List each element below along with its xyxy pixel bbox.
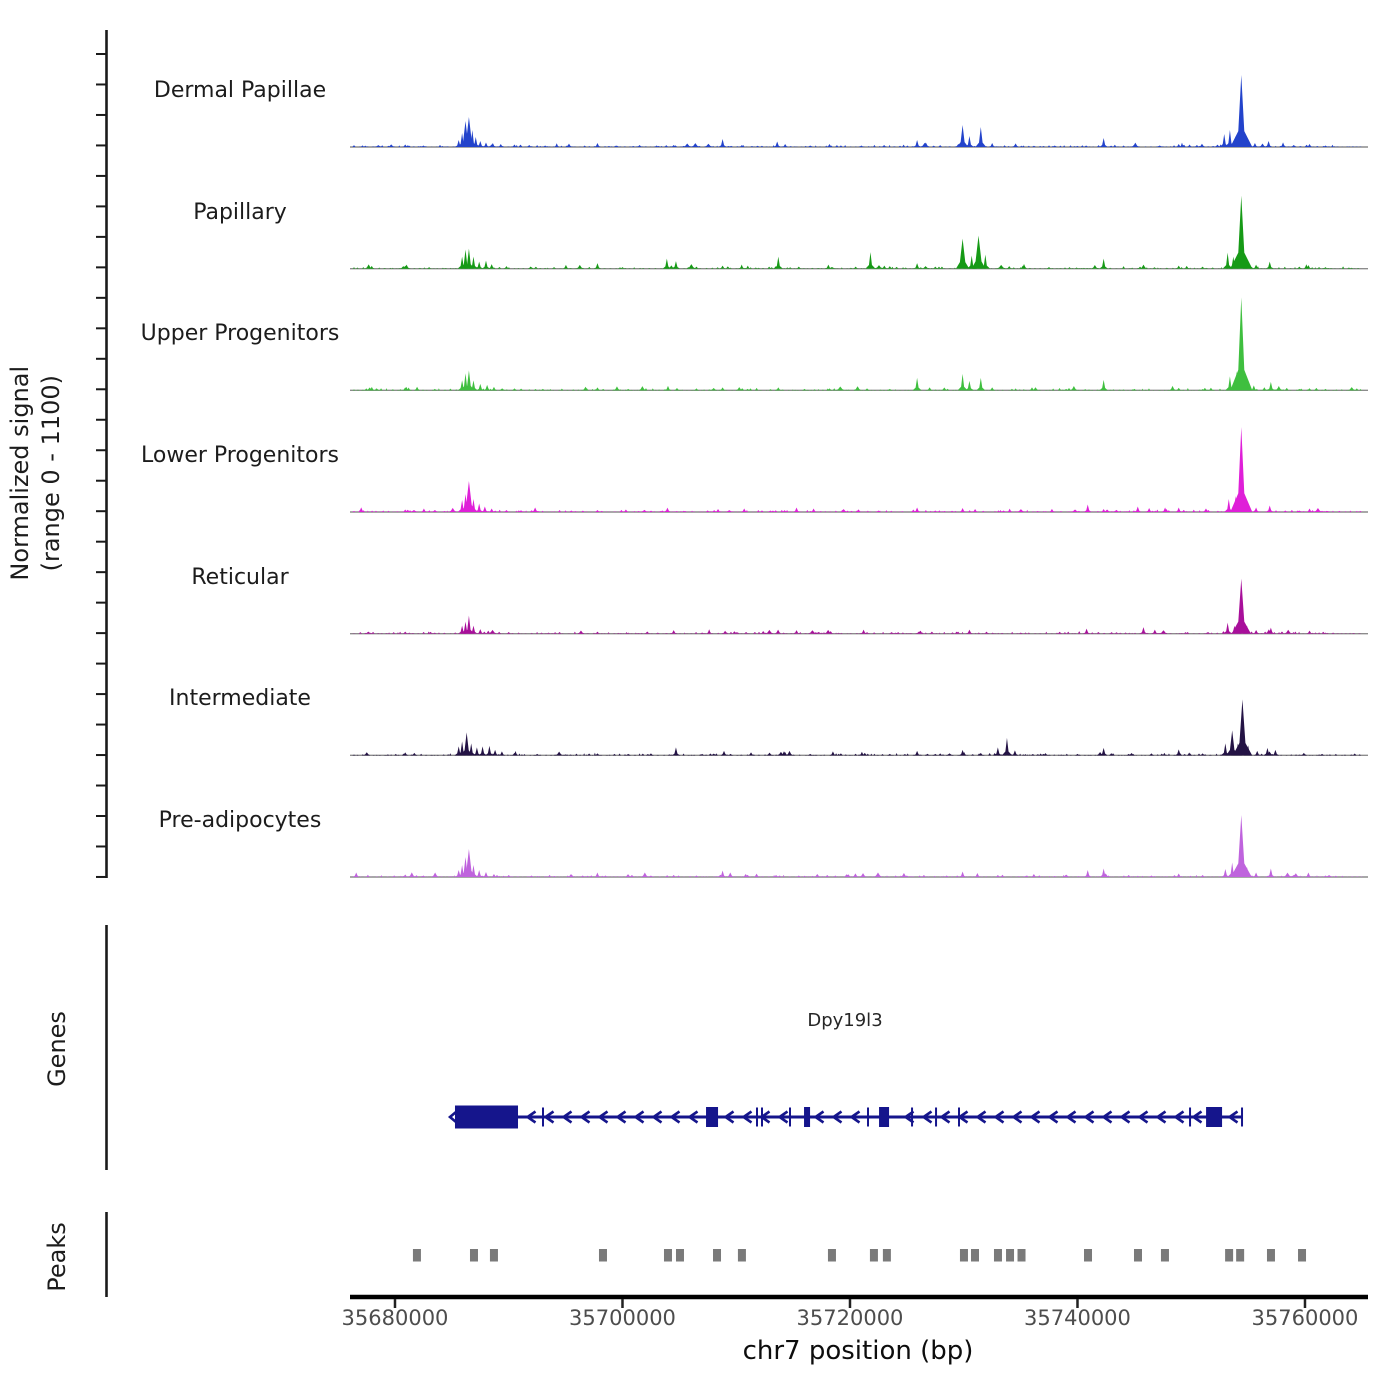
signal-track-2 (350, 297, 1368, 390)
peak-interval (1134, 1249, 1142, 1262)
peak-interval (490, 1249, 498, 1262)
track-label-reticular: Reticular (191, 564, 289, 590)
peak-interval (738, 1249, 746, 1262)
peak-interval (413, 1249, 421, 1262)
peak-interval (960, 1249, 968, 1262)
track-label-upper-progenitors: Upper Progenitors (140, 321, 340, 347)
gene-model-Dpy19l3 (450, 1106, 1242, 1129)
genes-section-label: Genes (43, 1011, 71, 1087)
signal-track-5 (350, 699, 1368, 755)
track-label-papillary: Papillary (193, 199, 287, 225)
peak-interval (994, 1249, 1002, 1262)
x-axis-title: chr7 position (bp) (742, 1336, 974, 1366)
peak-interval (1225, 1249, 1233, 1262)
peak-interval (1298, 1249, 1306, 1262)
signal-track-0 (350, 75, 1368, 147)
peak-interval (676, 1249, 684, 1262)
peaks-section-label: Peaks (43, 1222, 71, 1292)
x-tick-label-35740000: 35740000 (1024, 1306, 1131, 1330)
peak-interval (713, 1249, 721, 1262)
peak-interval (1161, 1249, 1169, 1262)
gene-name-label: Dpy19l3 (807, 1010, 883, 1031)
y-axis-label-line1: Normalized signal (5, 365, 34, 581)
y-axis-label-line2: (range 0 - 1100) (37, 374, 65, 572)
peak-interval (1084, 1249, 1092, 1262)
peak-interval (470, 1249, 478, 1262)
track-label-dermal-papillae: Dermal Papillae (153, 78, 327, 103)
track-label-pre-adipocytes: Pre-adipocytes (158, 808, 322, 833)
x-tick-label-35720000: 35720000 (796, 1306, 904, 1330)
track-label-lower-progenitors: Lower Progenitors (141, 443, 339, 468)
track-label-intermediate: Intermediate (169, 686, 311, 712)
peak-interval (1236, 1249, 1244, 1262)
x-tick-label-35700000: 35700000 (569, 1306, 676, 1330)
peak-interval (828, 1249, 836, 1262)
peak-interval (664, 1249, 672, 1262)
y-axis-label (5, 223, 67, 723)
peak-interval (971, 1249, 979, 1262)
peak-interval (883, 1249, 891, 1262)
signal-track-4 (350, 579, 1368, 634)
peak-interval (1006, 1249, 1014, 1262)
x-tick-label-35760000: 35760000 (1251, 1306, 1359, 1330)
signal-track-3 (350, 427, 1368, 512)
x-tick-label-35680000: 35680000 (341, 1306, 449, 1330)
peak-interval (599, 1249, 607, 1262)
signal-track-1 (350, 196, 1368, 269)
peak-interval (870, 1249, 878, 1262)
peak-interval (1018, 1249, 1026, 1262)
signal-track-6 (350, 815, 1368, 877)
peak-interval (1267, 1249, 1275, 1262)
